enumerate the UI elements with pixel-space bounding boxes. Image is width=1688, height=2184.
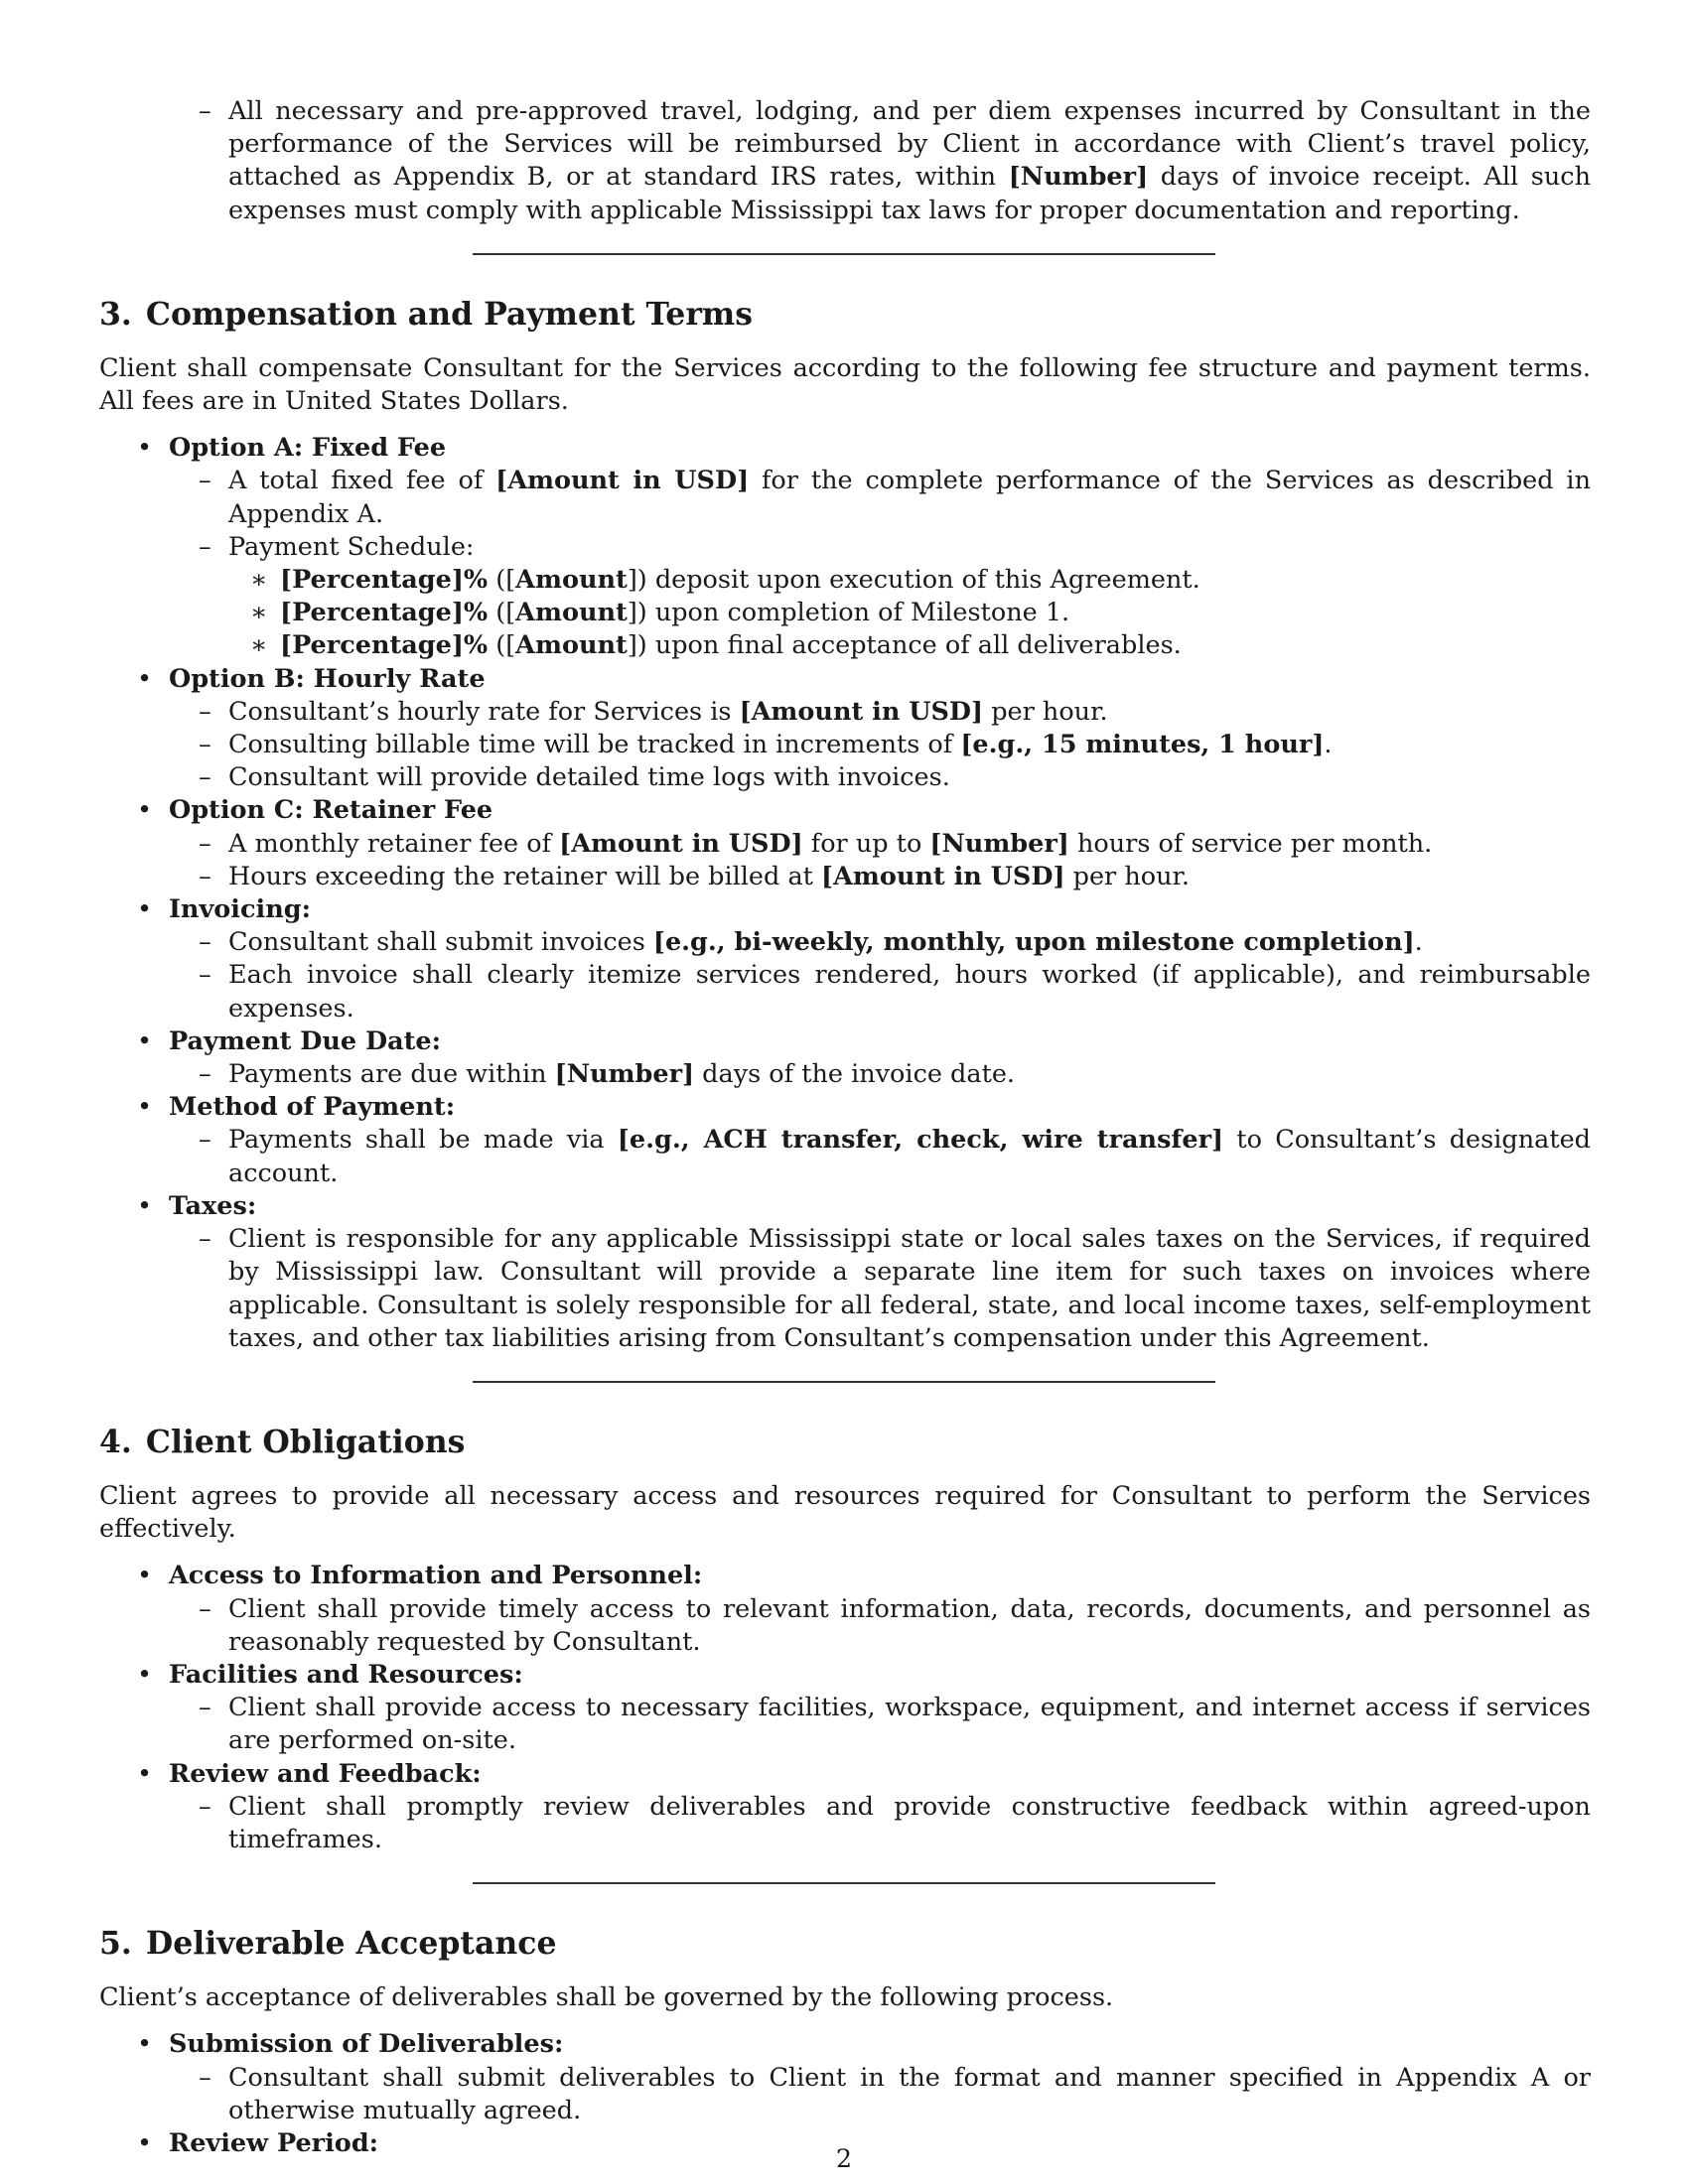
payment-due-date: • Payment Due Date: xyxy=(137,1025,442,1056)
invoicing: • Invoicing: xyxy=(137,894,311,925)
list-item: – A total fixed fee of [Amount in USD] for the complete performance of the Services as described in Appendix A. xyxy=(199,466,1591,529)
list-item: – Hours exceeding the retainer will be billed at [Amount in USD] per hour. xyxy=(199,861,1191,891)
section-3-heading xyxy=(99,295,1591,335)
list-item: – Each invoice shall clearly itemize services rendered, hours worked (if applicable), and reimbursable expenses. xyxy=(199,960,1591,1024)
list-item: – Client is responsible for any applicable Mississippi state or local sales taxes on the Services, if required by Mississippi law. Consultant will provide a separate line item for such taxes on invoices where applicable. Consultant is solely responsible for all federal, state, and local income taxes, self-employment taxes, and other tax liabilities arising from Consultant’s compensation under this Agreement. xyxy=(199,1224,1591,1353)
page-number: 2 xyxy=(835,2144,853,2174)
list-item: – Consulting billable time will be tracked in increments of [e.g., 15 minutes, 1 hour]. xyxy=(199,730,1333,760)
review-item: • Review and Feedback: xyxy=(137,1758,482,1789)
schedule-item: ∗ [Percentage]% ([Amount]) deposit upon execution of this Agreement. xyxy=(250,565,1200,596)
list-item: – Payment Schedule: xyxy=(199,531,475,562)
section-divider xyxy=(473,1882,1215,1884)
facilities-item: • Facilities and Resources: xyxy=(137,1659,523,1690)
section-5-intro: Client’s acceptance of deliverables shall be governed by the following process. xyxy=(99,1982,1114,2013)
option-c: • Option C: Retainer Fee xyxy=(137,795,493,826)
section-5-heading: 5. Deliverable Acceptance xyxy=(99,1925,557,1963)
section-title: Compensation and Payment Terms xyxy=(145,295,753,333)
travel-expense-list xyxy=(99,95,1591,227)
review-period-item: • Review Period: xyxy=(137,2127,379,2158)
submission-item: • Submission of Deliverables: xyxy=(137,2029,564,2060)
list-item: – Consultant shall submit invoices [e.g., bi-weekly, monthly, upon milestone completion]. xyxy=(199,927,1423,958)
compensation-list xyxy=(99,432,1591,1355)
list-item: – Client shall promptly review deliverables and provide constructive feedback within agreed-upon timeframes. xyxy=(199,1791,1591,1854)
text: All necessary and pre-approved travel, lodging, and per diem expenses incurred by Consultant in the performance of the Services will be reimbursed by Client in accordance with Client’s travel policy, attached as Appendix B, or at standard IRS rates, within xyxy=(228,96,1591,193)
section-3-intro: Client shall compensate Consultant for the Services according to the following fee structure and payment terms. All fees are in United States Dollars. xyxy=(99,352,1591,417)
list-item: – Client shall provide access to necessary facilities, workspace, equipment, and internet access if services are performed on-site. xyxy=(199,1693,1591,1756)
acceptance-list xyxy=(99,2028,1591,2160)
access-item: • Access to Information and Personnel: xyxy=(137,1561,703,1591)
obligations-list xyxy=(99,1560,1591,1856)
schedule-item: ∗ [Percentage]% ([Amount]) upon final acceptance of all deliverables. xyxy=(250,630,1182,661)
list-item: – Payments shall be made via [e.g., ACH transfer, check, wire transfer] to Consultant’s designated account. xyxy=(199,1125,1591,1188)
text: days of invoice receipt. All such expenses must comply with applicable Mississippi tax laws for proper documentation and reporting. xyxy=(228,162,1591,225)
taxes: • Taxes: xyxy=(137,1190,257,1221)
bullet-marker: • xyxy=(137,433,153,464)
section-divider xyxy=(473,253,1215,255)
option-b: • Option B: Hourly Rate xyxy=(137,663,486,694)
travel-expense-item xyxy=(99,95,1591,227)
section-4-intro: Client agrees to provide all necessary access and resources required for Consultant to perform the Services effectively. xyxy=(99,1480,1591,1545)
list-item: – A monthly retainer fee of [Amount in USD] for up to [Number] hours of service per month. xyxy=(199,828,1433,859)
list-item: – Consultant’s hourly rate for Services is [Amount in USD] per hour. xyxy=(199,696,1108,727)
method-of-payment: • Method of Payment: xyxy=(137,1092,456,1123)
list-item: – Consultant shall submit deliverables to Client in the format and manner specified in Appendix A or otherwise mutually agreed. xyxy=(199,2062,1591,2125)
section-divider xyxy=(473,1381,1215,1383)
list-item: – Consultant will provide detailed time logs with invoices. xyxy=(199,762,950,793)
schedule-item: ∗ [Percentage]% ([Amount]) upon completion of Milestone 1. xyxy=(250,598,1070,628)
list-item: – Payments are due within [Number] days of the invoice date. xyxy=(199,1059,1016,1090)
section-4-heading: 4. Client Obligations xyxy=(99,1423,466,1460)
option-a xyxy=(99,432,1591,465)
page-content xyxy=(99,95,1591,2160)
list-item: – Client shall provide timely access to relevant information, data, records, documents, and personnel as reasonably requested by Consultant. xyxy=(199,1593,1591,1657)
dash-marker: – xyxy=(199,96,211,126)
option-label: Option A: Fixed Fee xyxy=(169,433,447,464)
section-number: 3. xyxy=(99,295,132,333)
placeholder: [Number] xyxy=(1008,162,1149,193)
